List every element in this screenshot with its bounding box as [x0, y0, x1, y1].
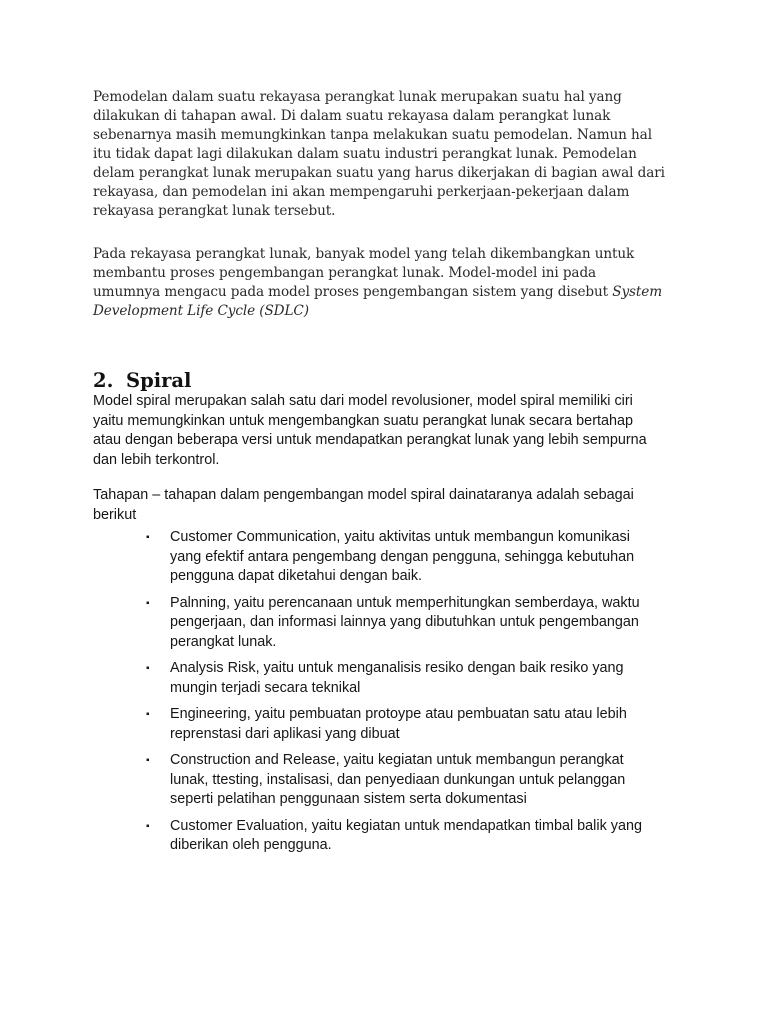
list-item-line: mungin terjadi secara teknikal — [170, 679, 361, 696]
bullet-icon: ▪ — [146, 820, 150, 832]
paragraph-line: itu tidak dapat lagi dilakukan dalam suatu industri perangkat lunak. Pemodelan — [93, 146, 637, 162]
list-item — [0, 817, 768, 856]
list-item-text — [170, 659, 670, 698]
paragraph-line: atau dengan beberapa versi untuk mendapatkan perangkat lunak yang lebih sempurna — [93, 432, 647, 448]
list-item-text — [170, 751, 670, 810]
paragraph-line: Pada rekayasa perangkat lunak, banyak model yang telah dikembangkan untuk — [93, 246, 635, 262]
list-item-line: pengguna dapat diketahui dengan baik. — [170, 568, 423, 584]
list-item-line: Palnning, yaitu perencanaan untuk memperhitungkan semberdaya, waktu — [170, 594, 640, 611]
paragraph-text: umumnya mengacu pada model proses pengembangan sistem yang disebut — [93, 284, 613, 300]
stages-intro — [93, 486, 693, 525]
list-item-text — [170, 817, 670, 856]
list-item-line: pengerjaan, dan informasi lainnya yang dibutuhkan untuk pengembangan — [170, 614, 639, 630]
bullet-icon: ▪ — [146, 755, 150, 766]
paragraph-line — [93, 283, 683, 302]
section-number: 2. — [93, 369, 114, 392]
list-item-line: seperti pelatihan penggunaan sistem serta dokumentasi — [170, 791, 527, 807]
list-item-line: diberikan oleh pengguna. — [170, 837, 332, 853]
list-item-text — [170, 594, 670, 653]
bullet-icon: ▪ — [146, 597, 150, 609]
list-item — [0, 594, 768, 653]
paragraph-line: berikut — [93, 506, 137, 523]
list-item — [0, 705, 768, 744]
list-item-text — [170, 705, 670, 744]
list-item-line: yang efektif antara pengembang dengan pengguna, sehingga kebutuhan — [170, 548, 635, 565]
intro-paragraph-2 — [93, 245, 683, 321]
list-item-line: Engineering, yaitu pembuatan protoype atau pembuatan satu atau lebih — [170, 706, 627, 722]
bullet-icon: ▪ — [146, 663, 150, 674]
spiral-description — [93, 392, 693, 470]
paragraph-line: membantu proses pengembangan perangkat lunak. Model-model ini pada — [93, 265, 597, 281]
paragraph-line: Model spiral merupakan salah satu dari model revolusioner, model spiral memiliki ciri — [93, 393, 633, 409]
bullet-icon: ▪ — [146, 709, 150, 720]
list-item-line: Construction and Release, yaitu kegiatan untuk membangun perangkat — [170, 752, 624, 768]
list-item-line: lunak, ttesting, instalisasi, dan penyediaan dunkungan untuk pelanggan — [170, 771, 626, 788]
intro-paragraph-1 — [93, 88, 683, 221]
paragraph-line: dilakukan di tahapan awal. Di dalam suatu rekayasa dalam perangkat lunak — [93, 108, 611, 124]
list-item-line: Customer Evaluation, yaitu kegiatan untuk mendapatkan timbal balik yang — [170, 817, 642, 834]
sdlc-term-part-2: Development Life Cycle (SDLC) — [93, 303, 309, 319]
paragraph-line: delam perangkat lunak merupakan suatu yang harus dikerjakan di bagian awal dari — [93, 165, 665, 181]
list-item-line: reprenstasi dari aplikasi yang dibuat — [170, 725, 400, 742]
list-item — [0, 751, 768, 810]
list-item — [0, 528, 768, 587]
stages-list — [0, 528, 768, 863]
list-item-text — [170, 528, 670, 587]
bullet-icon: ▪ — [146, 532, 150, 543]
list-item-line: Customer Communication, yaitu aktivitas untuk membangun komunikasi — [170, 529, 630, 545]
list-item-line: Analysis Risk, yaitu untuk menganalisis resiko dengan baik resiko yang — [170, 660, 624, 676]
section-title: Spiral — [126, 369, 192, 392]
paragraph-line: Tahapan – tahapan dalam pengembangan model spiral dainataranya adalah sebagai — [93, 487, 634, 503]
paragraph-line: rekayasa, dan pemodelan ini akan mempengaruhi perkerjaan-pekerjaan dalam — [93, 184, 630, 200]
paragraph-line: Pemodelan dalam suatu rekayasa perangkat lunak merupakan suatu hal yang — [93, 89, 622, 105]
list-item — [0, 659, 768, 698]
paragraph-line: rekayasa perangkat lunak tersebut. — [93, 203, 336, 219]
paragraph-line: yaitu memungkinkan untuk mengembangkan suatu perangkat lunak secara bertahap — [93, 412, 633, 429]
list-item-line: perangkat lunak. — [170, 633, 277, 650]
sdlc-term-part-1: System — [612, 284, 663, 300]
paragraph-line: sebenarnya masih memungkinkan tanpa melakukan suatu pemodelan. Namun hal — [93, 127, 652, 143]
paragraph-line: dan lebih terkontrol. — [93, 451, 220, 468]
section-heading — [93, 369, 191, 392]
